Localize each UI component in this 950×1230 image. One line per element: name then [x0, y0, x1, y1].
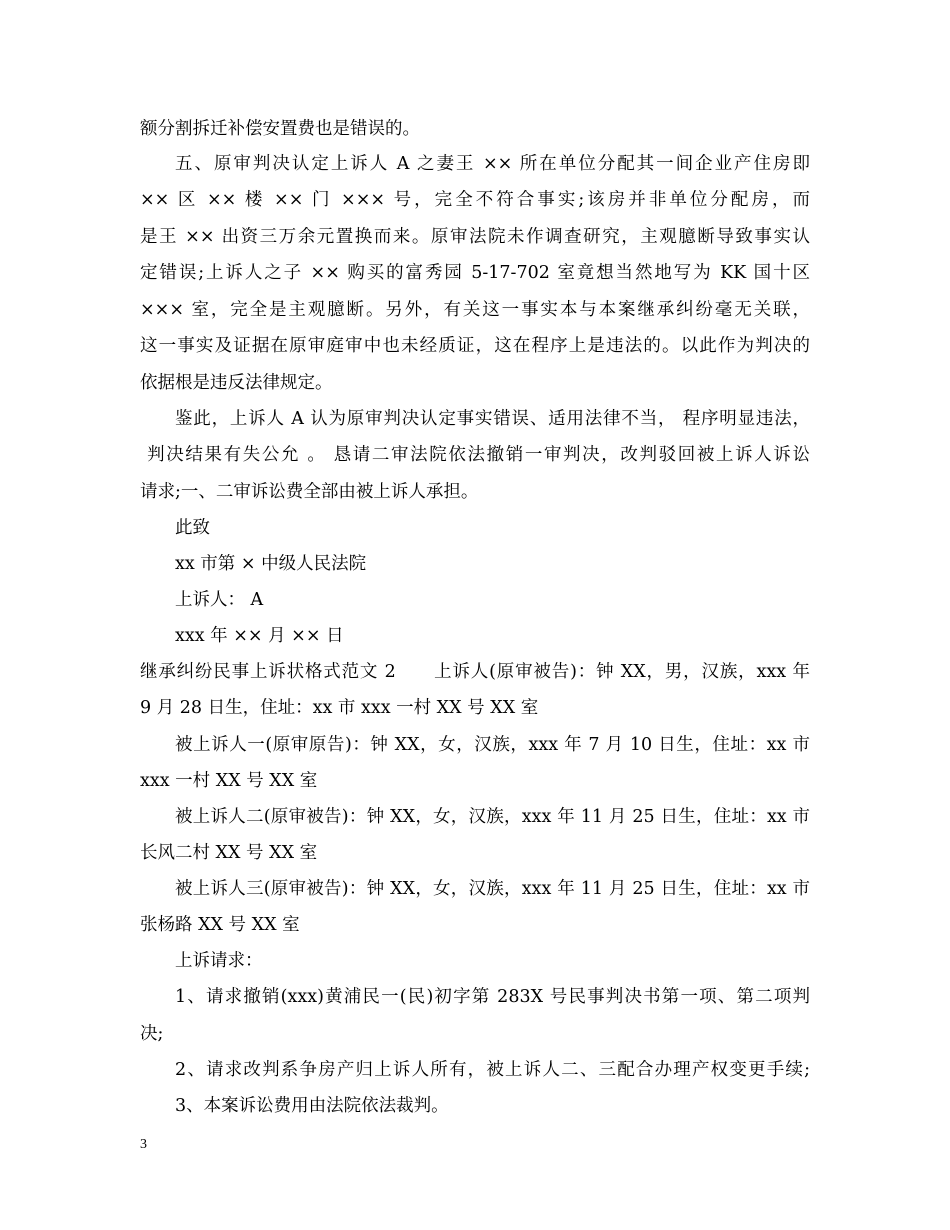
page-number: 3 [140, 1137, 147, 1152]
text-line: 此致 [175, 518, 210, 538]
text-line: 判决结果有失公允 。 恳请二审法院依法撤销一审判决，改判驳回被上诉人诉讼 [140, 445, 810, 465]
text-line: 9 月 28 日生，住址：xx 市 xxx 一村 XX 号 XX 室 [140, 698, 539, 718]
text-line: 决; [140, 1024, 164, 1044]
text-line: 额分割拆迁补偿安置费也是错误的。 [140, 119, 420, 139]
text-line: xxx 年 ×× 月 ×× 日 [175, 626, 344, 646]
text-line: 请求;一、二审诉讼费全部由被上诉人承担。 [140, 482, 479, 502]
text-line: 鉴此，上诉人 A 认为原审判决认定事实错误、适用法律不当， 程序明显违法， [175, 409, 810, 429]
text-line: 被上诉人二(原审被告)：钟 XX，女，汉族，xxx 年 11 月 25 日生，住址：xx 市 [175, 807, 810, 827]
text-line: 上诉人： A [175, 590, 264, 610]
text-line: xxx 一村 XX 号 XX 室 [140, 771, 318, 791]
text-line: 上诉请求： [175, 951, 263, 971]
text-line: 1、请求撤销(xxx)黄浦民一(民)初字第 283X 号民事判决书第一项、第二项判 [175, 987, 810, 1007]
text-line: 长风二村 XX 号 XX 室 [140, 843, 318, 863]
text-line: 是王 ×× 出资三万余元置换而来。原审法院未作调查研究，主观臆断导致事实认 [140, 227, 810, 247]
text-line: 依据根是违反法律规定。 [140, 373, 333, 393]
text-line: ××× 室，完全是主观臆断。另外，有关这一事实本与本案继承纠纷毫无关联， [140, 300, 810, 320]
text-line: 被上诉人三(原审被告)：钟 XX，女，汉族，xxx 年 11 月 25 日生，住址：xx 市 [175, 879, 810, 899]
text-line: 张杨路 XX 号 XX 室 [140, 915, 300, 935]
text-line: 被上诉人一(原审原告)：钟 XX，女，汉族，xxx 年 7 月 10 日生，住址：xx 市 [175, 735, 810, 755]
text-line: 3、本案诉讼费用由法院依法裁判。 [175, 1096, 449, 1116]
text-line: xx 市第 × 中级人民法院 [175, 554, 367, 574]
text-line: 继承纠纷民事上诉状格式范文 2 上诉人(原审被告)：钟 XX，男，汉族，xxx 年 [140, 662, 810, 682]
text-line: 这一事实及证据在原审庭审中也未经质证，这在程序上是违法的。以此作为判决的 [140, 336, 810, 356]
text-line: 五、原审判决认定上诉人 A 之妻王 ×× 所在单位分配其一间企业产住房即 [175, 154, 810, 174]
text-line: 定错误;上诉人之子 ×× 购买的富秀园 5-17-702 室竟想当然地写为 KK 国十区 [140, 263, 810, 283]
text-line: ×× 区 ×× 楼 ×× 门 ××× 号，完全不符合事实;该房并非单位分配房，而 [140, 190, 810, 210]
text-line: 2、请求改判系争房产归上诉人所有，被上诉人二、三配合办理产权变更手续; [175, 1060, 810, 1080]
